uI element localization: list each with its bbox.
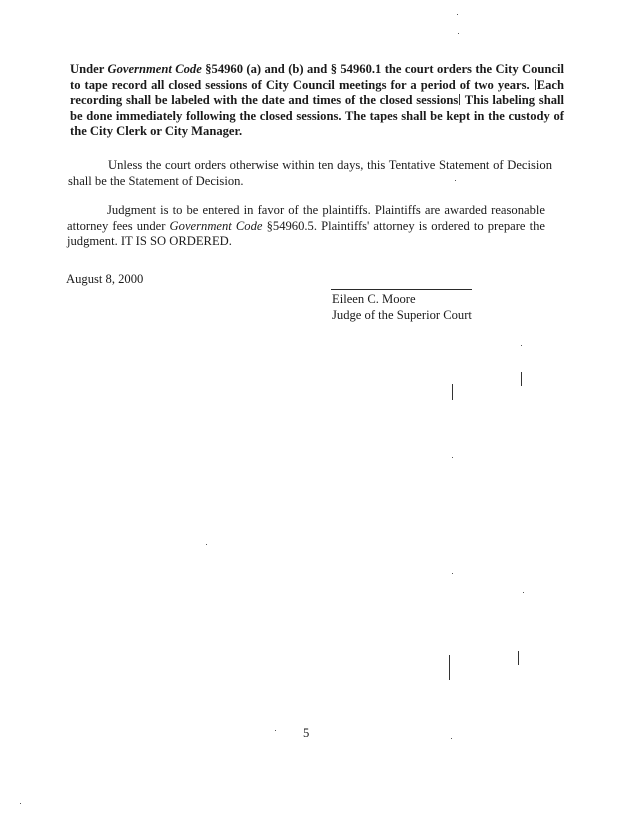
scan-mark [20,803,21,804]
government-code-ref: Government Code [107,62,202,76]
order-text-1: §54960 (a) and (b) and § 54960.1 the court orders the City Council to tape record all closed sessions of City Council meetings for a period of two years. [70,62,565,92]
scan-mark [452,573,453,574]
judge-name: Eileen C. Moore [332,292,416,306]
scan-mark [523,592,524,593]
order-text-3: This labeling shall be done immediately following the closed sessions. The tapes shall be kept in the custody of the City Clerk or City Manager. [70,93,564,138]
decision-date: August 8, 2000 [66,272,144,286]
order-text-2: Each recording shall be labeled with the date and times of the closed sessions [70,77,564,107]
signature-block [332,291,472,323]
scan-mark [521,345,522,346]
scan-mark [518,651,519,665]
scan-mark [275,730,276,731]
signature-line [331,289,472,290]
scan-mark [455,180,456,181]
judgment-text-1: Judgment is to be entered in favor of the plaintiffs. Plaintiffs are awarded reasonable attorney fees under [67,203,545,233]
scan-mark [457,14,458,15]
page-number: 5 [303,726,310,740]
statement-paragraph: Unless the court orders otherwise within ten days, this Tentative Statement of Decision shall be the Statement of Decision. [68,158,552,188]
scan-mark [452,384,453,400]
scan-mark [449,655,450,680]
scan-mark [206,544,207,545]
scan-mark [458,33,459,34]
scan-mark [452,457,453,458]
order-paragraph [70,62,564,140]
judge-title: Judge of the Superior Court [332,308,472,322]
government-code-ref: Government Code [169,218,263,233]
judgment-paragraph [67,203,545,250]
scan-mark [535,79,536,90]
order-lead: Under [70,62,108,76]
scan-mark [451,738,452,739]
scan-mark [521,372,522,386]
judgment-text-2: §54960.5. Plaintiffs' attorney is ordered to prepare the judgment. IT IS SO ORDERED. [67,218,546,248]
